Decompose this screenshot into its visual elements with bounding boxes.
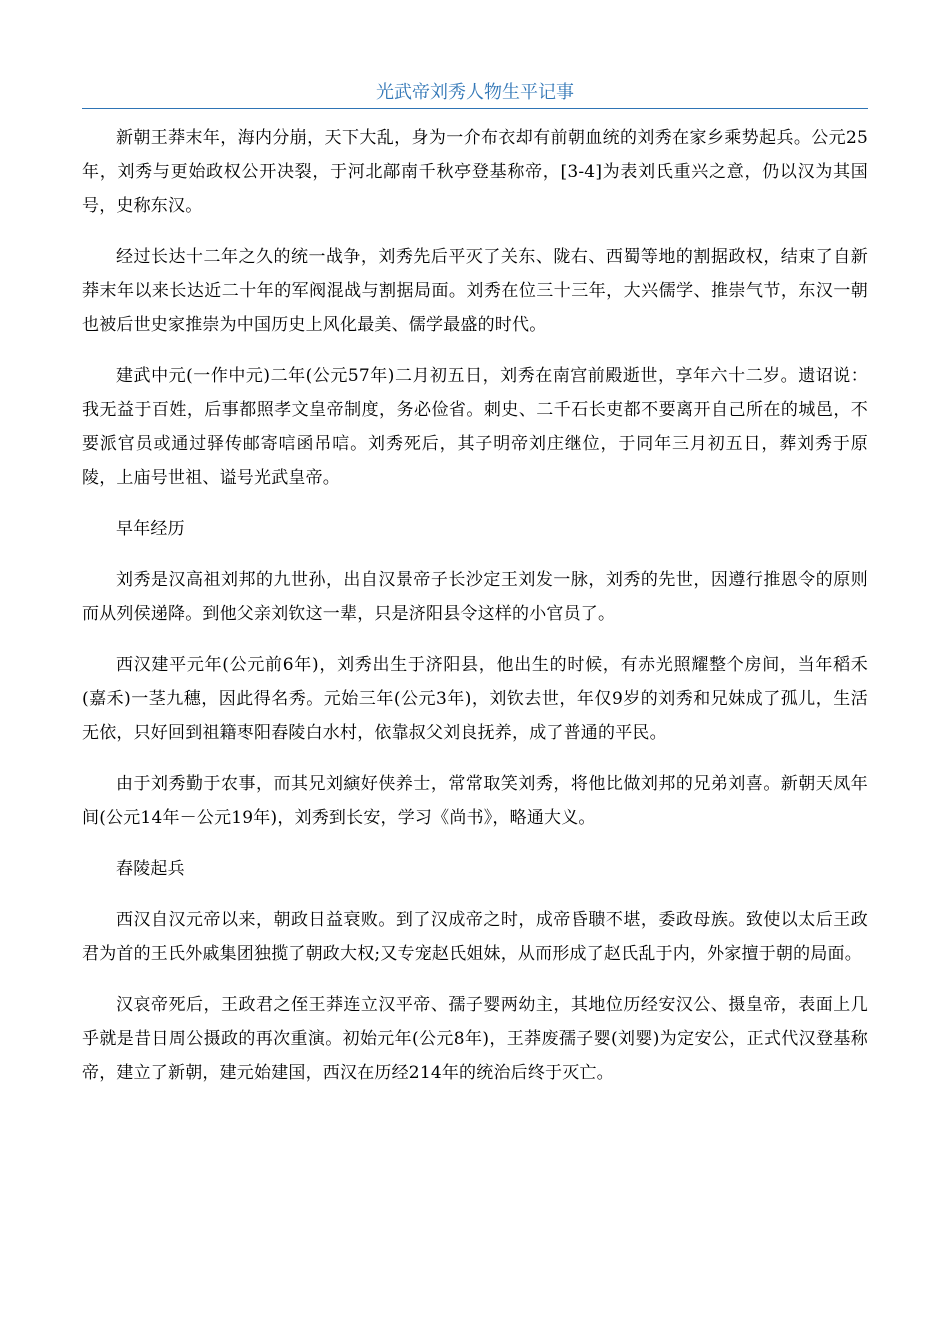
paragraph-decline: 西汉自汉元帝以来，朝政日益衰败。到了汉成帝之时，成帝昏聩不堪，委政母族。致使以太后王政君为首的王氏外戚集团独揽了朝政大权;又专宠赵氏姐妹，从而形成了赵氏乱于内，外家擅于朝的局面。 xyxy=(82,910,868,964)
paragraph-death: 建武中元(一作中元)二年(公元57年)二月初五日，刘秀在南宫前殿逝世，享年六十二岁。遗诏说：我无益于百姓，后事都照孝文皇帝制度，务必俭省。刺史、二千石长吏都不要离开自己所在的城邑，不要派官员或通过驿传邮寄唁函吊唁。刘秀死后，其子明帝刘庄继位，于同年三月初五日，葬刘秀于原陵，上庙号世祖、谥号光武皇帝。 xyxy=(82,366,868,488)
paragraph-wang-mang: 汉哀帝死后，王政君之侄王莽连立汉平帝、孺子婴两幼主，其地位历经安汉公、摄皇帝，表面上几乎就是昔日周公摄政的再次重演。初始元年(公元8年)，王莽废孺子婴(刘婴)为定安公，正式代汉登基称帝，建立了新朝，建元始建国，西汉在历经214年的统治后终于灭亡。 xyxy=(82,995,868,1083)
paragraph-intro: 新朝王莽末年，海内分崩，天下大乱，身为一介布衣却有前朝血统的刘秀在家乡乘势起兵。公元25年，刘秀与更始政权公开决裂，于河北鄗南千秋亭登基称帝，[3-4]为表刘氏重兴之意，仍以汉为其国号，史称东汉。 xyxy=(82,128,868,216)
document-body xyxy=(82,121,868,1107)
paragraph-birth: 西汉建平元年(公元前6年)，刘秀出生于济阳县，他出生的时候，有赤光照耀整个房间，当年稻禾(嘉禾)一茎九穗，因此得名秀。元始三年(公元3年)，刘钦去世，年仅9岁的刘秀和兄妹成了孤儿，生活无依，只好回到祖籍枣阳舂陵白水村，依靠叔父刘良抚养，成了普通的平民。 xyxy=(82,655,868,743)
paragraph-unification: 经过长达十二年之久的统一战争，刘秀先后平灭了关东、陇右、西蜀等地的割据政权，结束了自新莽末年以来长达近二十年的军阀混战与割据局面。刘秀在位三十三年，大兴儒学、推崇气节，东汉一朝也被后世史家推崇为中国历史上风化最美、儒学最盛的时代。 xyxy=(82,247,868,335)
section-heading-early-life: 早年经历 xyxy=(116,519,185,539)
paragraph-youth: 由于刘秀勤于农事，而其兄刘縯好侠养士，常常取笑刘秀，将他比做刘邦的兄弟刘喜。新朝天凤年间(公元14年－公元19年)，刘秀到长安，学习《尚书》，略通大义。 xyxy=(82,774,868,828)
header-divider xyxy=(82,108,868,109)
paragraph-lineage: 刘秀是汉高祖刘邦的九世孙，出自汉景帝子长沙定王刘发一脉，刘秀的先世，因遵行推恩令的原则而从列侯递降。到他父亲刘钦这一辈，只是济阳县令这样的小官员了。 xyxy=(82,570,868,624)
page-title: 光武帝刘秀人物生平记事 xyxy=(376,82,574,103)
section-heading-uprising: 舂陵起兵 xyxy=(116,859,185,879)
